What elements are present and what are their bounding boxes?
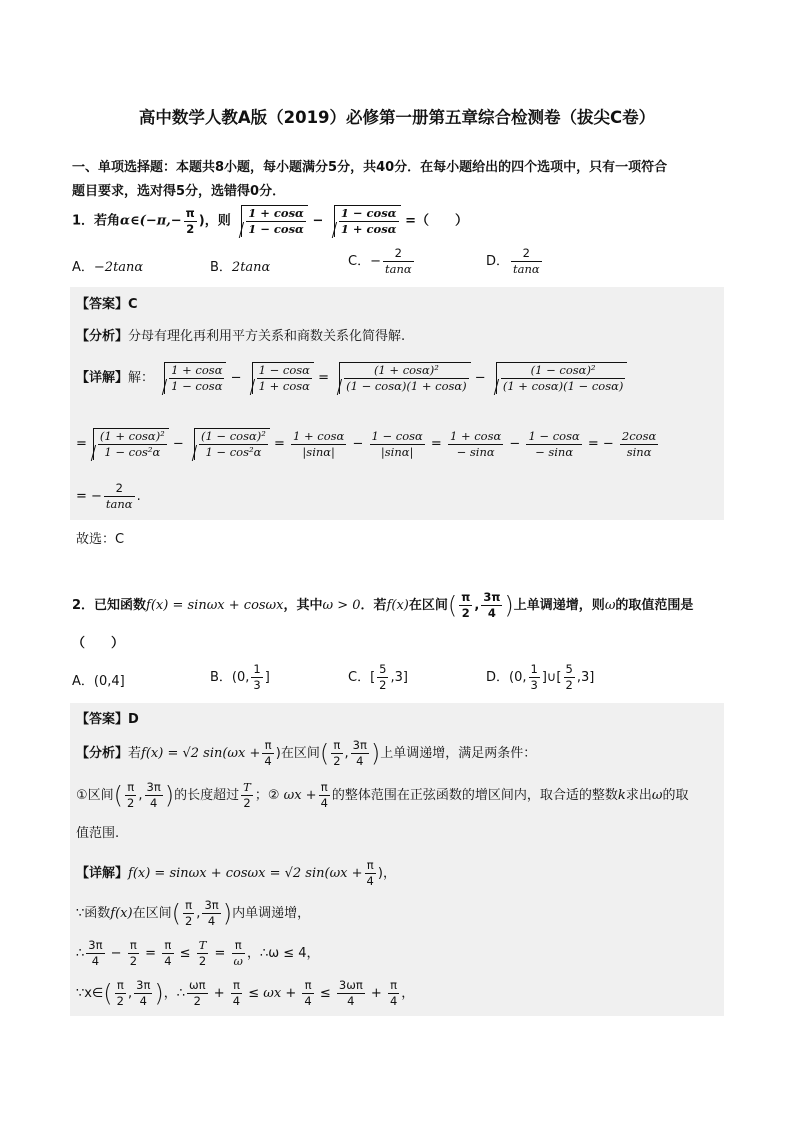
analysis-1: 【分析】分母有理化再利用平方关系和商数关系化简得解. xyxy=(76,329,406,344)
option-b: B．2tanα xyxy=(210,260,271,275)
option-a: A．(0,4] xyxy=(72,674,125,689)
section-intro xyxy=(72,156,724,204)
question-1-stem: 1．若角α∈(−π,− $\frac{\pi}{2}$ )，则 $\frac{1 + \cos\alpha}{1 - \cos\alpha}$ − $\frac{1 - \cos\alpha}{1 + \cos\alpha}$ =（ ） xyxy=(72,205,468,236)
intro-line-1: 一、单项选择题：本题共8小题，每小题满分5分，共40分．在每小题给出的四个选项中，只有一项符合 xyxy=(72,160,668,175)
detail-2-line-4: ∵x∈( $\frac{\pi}{2}$ , $\frac{3\pi}{4}$ )，∴ $\frac{\omega\pi}{2}$ + $\frac{\pi}{4}$ ≤ ωx + $\frac{\pi}{4}$ ≤ $\frac{3\omega\pi}{4}$ + $\frac{\pi}{4}$ ， xyxy=(76,978,415,1008)
question-2-options xyxy=(72,664,632,700)
option-d: D． $\frac{2}{\tan\alpha}$ xyxy=(486,246,540,276)
detail-1-line-1: 【详解】解： $\frac{1 + \cos\alpha}{1 - \cos\alpha}$ − $\frac{1 - \cos\alpha}{1 + \cos\alpha}$ = $\frac{\text{(1 + cosα)²}}{(1 - \cos\alpha)(1 + \cos\alpha)}$ − $\frac{\text{(1 − cosα)²}}{(1 + \cos\alpha)(1 - \cos\alpha)}$ xyxy=(76,362,627,394)
answer-1: 【答案】C xyxy=(76,297,138,312)
page-title: 高中数学人教A版（2019）必修第一册第五章综合检测卷（拔尖C卷） xyxy=(138,108,656,127)
detail-2-line-2: ∵函数f(x)在区间( $\frac{\pi}{2}$ , $\frac{3\pi}{4}$ )内单调递增， xyxy=(76,898,311,928)
analysis-2-line-3: 值范围. xyxy=(76,826,120,841)
intro-line-2: 题目要求，选对得5分，选错得0分． xyxy=(72,184,286,199)
detail-1-line-2: = $\frac{\text{(1 + cosα)²}}{\text{1 − cos²α}}$ − $\frac{\text{(1 − cosα)²}}{\text{1 − cos²α}}$ = $\frac{1 + \cos\alpha}{|\sin\alpha|}$ − $\frac{1 - \cos\alpha}{|\sin\alpha|}$ = $\frac{1 + \cos\alpha}{- \sin\alpha}$ − $\frac{1 - \cos\alpha}{- \sin\alpha}$ = − $\frac{2\cos\alpha}{\sin\alpha}$ xyxy=(76,428,657,459)
option-a: A．−2tanα xyxy=(72,260,144,275)
question-2-stem: 2．已知函数f(x) = sinωx + cosωx，其中ω > 0．若f(x)在区间( $\frac{\pi}{2}$ , $\frac{3\pi}{4}$ )上单调递增，则ω的取值范围是 xyxy=(72,590,694,620)
analysis-2-line-1: 【分析】若f(x) = √2 sin(ωx + $\frac{\pi}{4}$ )在区间( $\frac{\pi}{2}$ , $\frac{3\pi}{4}$ )上单调递增，满足两条件： xyxy=(76,738,537,768)
analysis-2-line-2: ①区间( $\frac{\pi}{2}$ , $\frac{3\pi}{4}$ )的长度超过 $\frac{T}{2}$ ；② ωx + $\frac{\pi}{4}$ 的整体范围在正弦函数的增区间内，取合适的整数k求出ω的取 xyxy=(76,780,689,810)
option-d: D．(0, $\frac{1}{3}$ ]∪[ $\frac{5}{2}$ ,3] xyxy=(486,662,595,692)
option-c: C．[ $\frac{5}{2}$ ,3] xyxy=(348,662,408,692)
answer-2: 【答案】D xyxy=(76,712,139,727)
detail-2-line-3: ∴ $\frac{3\pi}{4}$ − $\frac{\pi}{2}$ = $\frac{\pi}{4}$ ≤ $\frac{T}{2}$ = $\frac{\pi}{\omega}$ ，∴ω ≤ 4， xyxy=(76,938,320,968)
option-c: C．− $\frac{2}{\tan\alpha}$ xyxy=(348,246,412,276)
detail-2-line-1: 【详解】f(x) = sinωx + cosωx = √2 sin(ωx + $\frac{\pi}{4}$ )， xyxy=(76,858,396,888)
solution-1-panel xyxy=(70,287,724,520)
option-b: B．(0, $\frac{1}{3}$ ] xyxy=(210,662,270,692)
choice-1: 故选：C xyxy=(76,532,125,547)
detail-1-line-3: = − $\frac{2}{\tan\alpha}$ . xyxy=(76,481,141,511)
question-2-blank: （ ） xyxy=(72,636,125,651)
